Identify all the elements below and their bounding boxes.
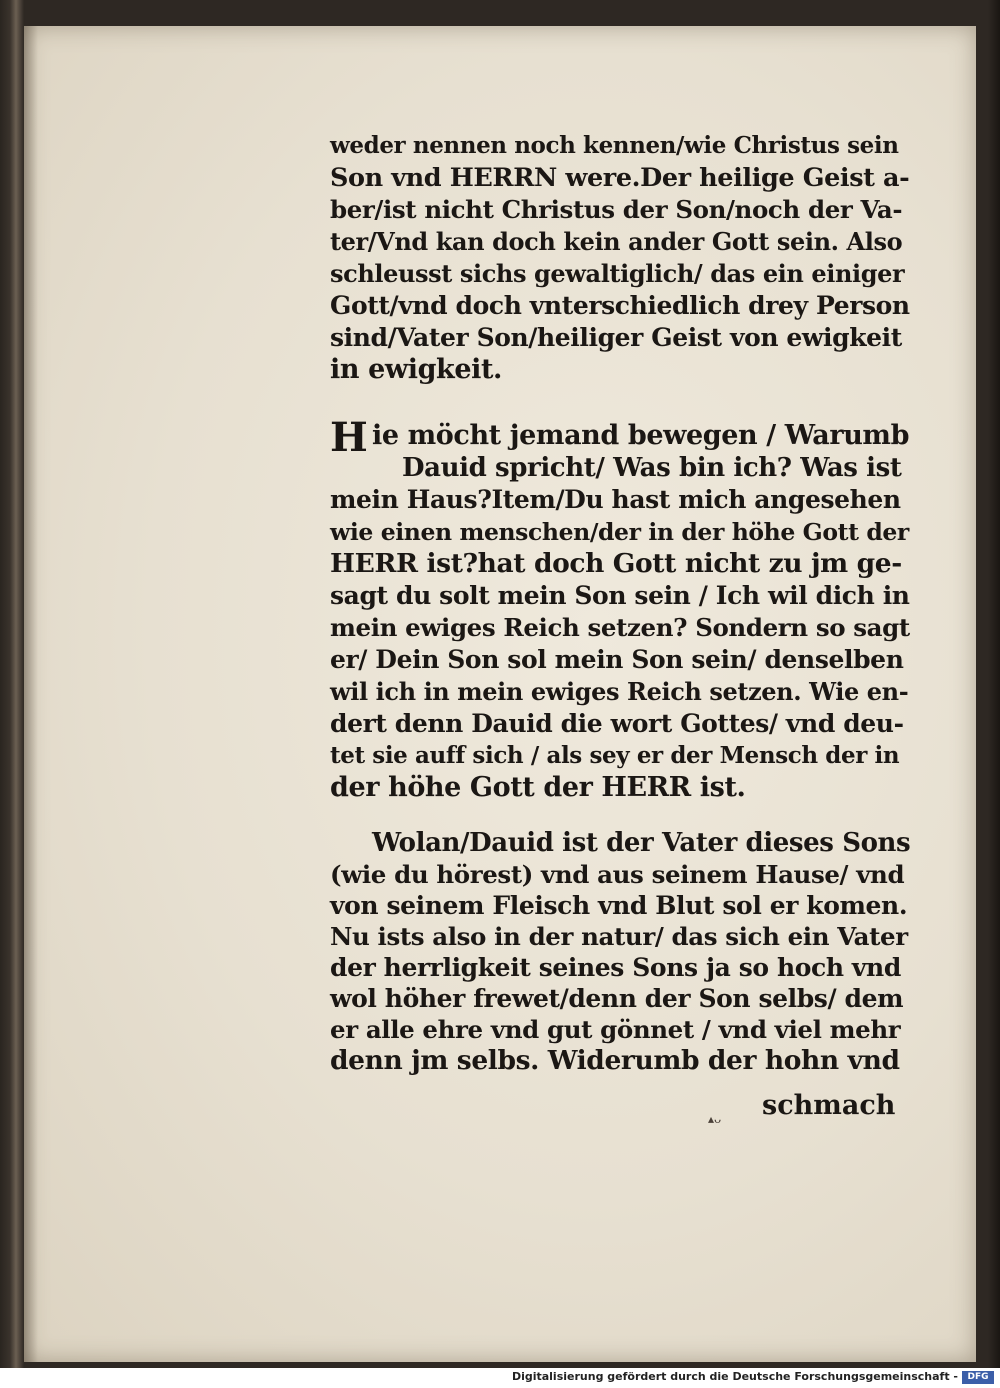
- text-line: Son vnd HERRN were.Der heilige Geist a-: [330, 163, 910, 193]
- text-line: Gott/vnd doch vnterschiedlich drey Person: [330, 291, 910, 320]
- footer-bar: [0, 1368, 1000, 1388]
- funding-credit: Digitalisierung gefördert durch die Deutsche Forschungsgemeinschaft -: [511, 1370, 958, 1383]
- catchword: schmach: [762, 1090, 896, 1121]
- paragraph-2: [330, 414, 910, 804]
- text-line: ber/ist nicht Christus der Son/noch der Va-: [330, 195, 903, 224]
- drop-cap-initial: H: [330, 414, 368, 461]
- text-line: Nu ists also in der natur/ das sich ein Vater: [330, 922, 908, 951]
- text-line: schleusst sichs gewaltiglich/ das ein einiger: [330, 259, 905, 288]
- text-line: von seinem Fleisch vnd Blut sol er komen.: [330, 891, 908, 920]
- dfg-logo-icon: DFG: [962, 1371, 994, 1384]
- text-line: mein ewiges Reich setzen? Sondern so sagt: [330, 613, 910, 642]
- page-gutter-shadow: [24, 26, 38, 1362]
- text-line: wil ich in mein ewiges Reich setzen. Wie en-: [330, 677, 909, 706]
- paragraph-1: [330, 130, 910, 386]
- text-line: denn jm selbs. Widerumb der hohn vnd: [330, 1045, 900, 1076]
- text-line: HERR ist?hat doch Gott nicht zu jm ge-: [330, 548, 902, 579]
- text-line: er alle ehre vnd gut gönnet / vnd viel mehr: [330, 1015, 901, 1044]
- text-line: sind/Vater Son/heiliger Geist von ewigkeit: [330, 323, 902, 352]
- text-line: er/ Dein Son sol mein Son sein/ denselben: [330, 645, 904, 674]
- text-line: wie einen menschen/der in der höhe Gott der: [330, 518, 909, 546]
- text-line: dert denn Dauid die wort Gottes/ vnd deu-: [330, 709, 904, 738]
- text-line: in ewigkeit.: [330, 354, 503, 385]
- text-line: Dauid spricht/ Was bin ich? Was ist: [402, 453, 902, 483]
- text-line: der herrligkeit seines Sons ja so hoch vnd: [330, 953, 901, 982]
- text-line: mein Haus?Item/Du hast mich angesehen: [330, 485, 901, 514]
- text-line: wol höher frewet/denn der Son selbs/ dem: [330, 984, 904, 1013]
- text-line: weder nennen noch kennen/wie Christus sein: [330, 132, 899, 159]
- text-line: (wie du hörest) vnd aus seinem Hause/ vnd: [330, 860, 905, 889]
- text-line: ter/Vnd kan doch kein ander Gott sein. Also: [330, 227, 903, 256]
- text-line: sagt du solt mein Son sein / Ich wil dich in: [330, 581, 910, 610]
- text-line: tet sie auff sich / als sey er der Mensch der in: [330, 742, 900, 769]
- text-line: ie möcht jemand bewegen / Warumb: [372, 420, 910, 451]
- text-line: Wolan/Dauid ist der Vater dieses Sons: [372, 828, 911, 858]
- text-line: der höhe Gott der HERR ist.: [330, 772, 746, 803]
- paragraph-3: [330, 828, 910, 1076]
- printer-mark: ▴ᴗ: [708, 1112, 722, 1126]
